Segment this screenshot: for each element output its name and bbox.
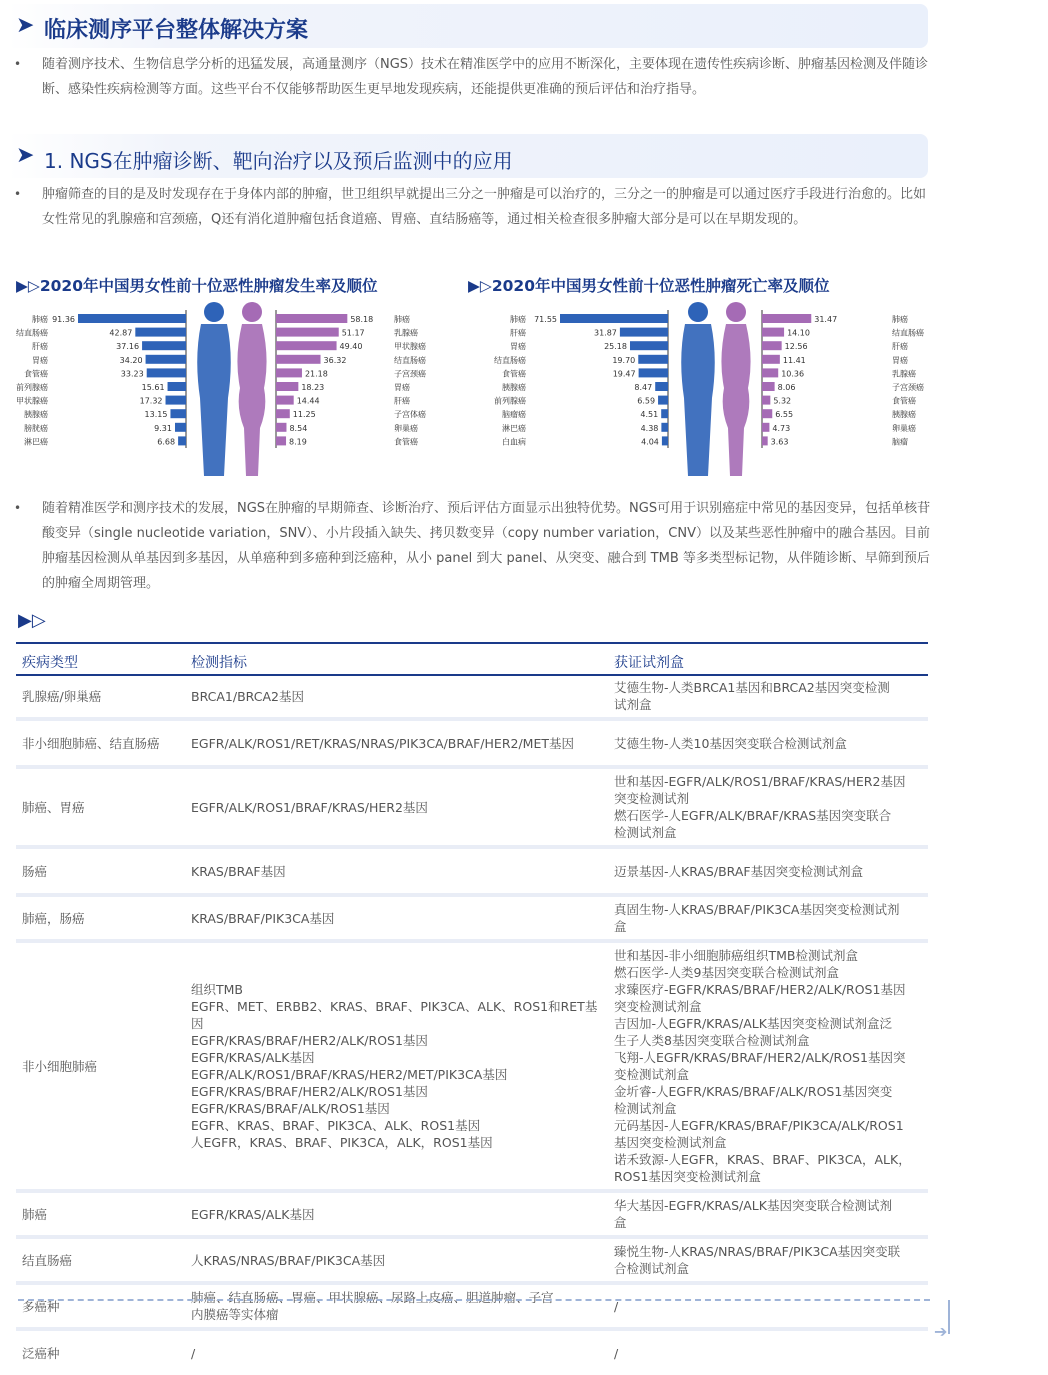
kit-line: 燃石医学-人EGFR/ALK/BRAF/KRAS基因突变联合 bbox=[614, 808, 892, 823]
female-value-label: 14.10 bbox=[787, 328, 810, 338]
male-value-label: 4.51 bbox=[640, 410, 659, 420]
bullet-dot: • bbox=[14, 187, 22, 201]
kit-table bbox=[16, 642, 928, 1375]
female-category-label: 肝癌 bbox=[394, 396, 410, 406]
markers-cell bbox=[185, 675, 608, 717]
female-value-label: 10.36 bbox=[781, 369, 805, 379]
disease-cell: 乳腺癌/卵巢癌 bbox=[16, 675, 185, 717]
kits-cell bbox=[608, 850, 928, 893]
kit-line: 臻悦生物-人KRAS/NRAS/BRAF/PIK3CA基因突变联 bbox=[614, 1244, 901, 1259]
table-row bbox=[16, 675, 928, 717]
marker-line: EGFR/KRAS/ALK基因 bbox=[191, 1050, 315, 1065]
section-header-2 bbox=[8, 134, 928, 178]
marker-line: / bbox=[191, 1345, 196, 1361]
female-bar bbox=[762, 382, 775, 391]
kits-cell bbox=[608, 898, 928, 939]
female-value-label: 6.55 bbox=[775, 410, 794, 420]
marker-line: 组织TMB bbox=[191, 982, 243, 997]
kit-line: 诺禾致源-人EGFR，KRAS、BRAF、PIK3CA，ALK， bbox=[614, 1152, 911, 1167]
kit-line: 求臻医疗-EGFR/KRAS/BRAF/HER2/ALK/ROS1基因 bbox=[614, 982, 906, 997]
kit-line: 燃石医学-人类9基因突变联合检测试剂盒 bbox=[614, 965, 839, 980]
table-row bbox=[16, 1194, 928, 1235]
female-value-label: 18.23 bbox=[301, 383, 325, 392]
corner-arrow-icon: ➔ bbox=[934, 1322, 948, 1341]
col-header-markers: 检测指标 bbox=[185, 643, 608, 675]
section2-paragraph-2: 随着精准医学和测序技术的发展，NGS在肿瘤的早期筛查、诊断治疗、预后评估方面显示出独特优势。NGS可用于识别癌症中常见的基因变异，包括单核苷酸变异（single nucleotide variation，SNV）、小片段插入缺失、拷贝数变异（copy number variation，CNV）以及某些恶性肿瘤中的融合基因。目前肿瘤基因检测从单基因到多基因，从单癌种到多癌种到泛癌种，从小 panel 到大 panel、从突变、融合到 TMB 等多类型标记物，从伴随诊断、早筛到预后的肿瘤全周期管理。 bbox=[42, 501, 931, 591]
male-category-label: 淋巴癌 bbox=[502, 423, 526, 433]
female-bar bbox=[762, 436, 768, 445]
male-value-label: 34.20 bbox=[119, 355, 143, 365]
kits-cell bbox=[608, 944, 928, 1189]
markers-cell bbox=[185, 1332, 608, 1375]
marker-line: 人KRAS/NRAS/BRAF/PIK3CA基因 bbox=[191, 1252, 386, 1268]
kit-line: 飞翔-人EGFR/KRAS/BRAF/HER2/ALK/ROS1基因突 bbox=[614, 1050, 906, 1065]
female-category-label: 卵巢癌 bbox=[394, 423, 418, 433]
male-value-label: 33.23 bbox=[120, 369, 144, 379]
female-category-label: 结直肠癌 bbox=[892, 328, 924, 338]
markers-cell bbox=[185, 850, 608, 893]
male-category-label: 膀胱癌 bbox=[24, 423, 48, 433]
male-bar bbox=[661, 423, 668, 432]
female-bar bbox=[276, 423, 286, 432]
male-bar bbox=[658, 396, 668, 405]
marker-line: EGFR、KRAS、BRAF、PIK3CA、ALK、ROS1基因 bbox=[191, 1118, 481, 1133]
marker-line: 肺癌、结直肠癌、胃癌、甲状腺癌、尿路上皮癌、胆道肿瘤、子宫 bbox=[191, 1290, 554, 1305]
male-figure-body bbox=[681, 324, 715, 476]
female-figure-head bbox=[242, 302, 262, 322]
female-bar bbox=[762, 368, 778, 377]
female-bar bbox=[276, 436, 286, 445]
arrow-icon: ➤ bbox=[16, 143, 35, 168]
female-category-label: 子宫颈癌 bbox=[892, 383, 924, 392]
disease-cell: 多癌种 bbox=[16, 1286, 185, 1327]
kits-cell bbox=[608, 770, 928, 845]
male-bar bbox=[630, 341, 668, 350]
female-value-label: 3.63 bbox=[770, 437, 789, 447]
kit-line: 盒 bbox=[614, 1215, 627, 1230]
male-bar bbox=[662, 436, 668, 445]
kit-line: / bbox=[614, 1345, 619, 1361]
female-bar bbox=[276, 396, 294, 405]
male-bar bbox=[620, 328, 668, 337]
male-category-label: 脑瘤癌 bbox=[502, 410, 526, 420]
female-value-label: 5.32 bbox=[773, 396, 792, 406]
markers-cell bbox=[185, 1240, 608, 1281]
kits-cell bbox=[608, 1240, 928, 1281]
male-category-label: 食管癌 bbox=[502, 369, 526, 379]
male-bar bbox=[135, 328, 186, 337]
male-value-label: 8.47 bbox=[634, 383, 653, 392]
markers-cell bbox=[185, 944, 608, 1189]
table-row bbox=[16, 1240, 928, 1281]
section-header-1 bbox=[8, 4, 928, 48]
female-category-label: 胃癌 bbox=[394, 383, 410, 392]
male-value-label: 6.59 bbox=[637, 396, 656, 406]
disease-cell: 肠癌 bbox=[16, 850, 185, 893]
male-figure-head bbox=[688, 302, 708, 322]
markers-cell bbox=[185, 770, 608, 845]
male-category-label: 前列腺癌 bbox=[494, 396, 526, 406]
male-bar bbox=[146, 355, 186, 364]
female-bar bbox=[762, 423, 769, 432]
female-bar bbox=[762, 328, 784, 337]
kits-cell bbox=[608, 675, 928, 717]
female-bar bbox=[276, 355, 321, 364]
female-bar bbox=[762, 355, 780, 364]
male-value-label: 31.87 bbox=[593, 328, 617, 338]
male-value-label: 4.38 bbox=[640, 423, 659, 433]
female-value-label: 8.54 bbox=[289, 423, 308, 433]
male-category-label: 甲状腺癌 bbox=[16, 396, 48, 406]
female-category-label: 胰腺癌 bbox=[892, 410, 916, 420]
female-value-label: 36.32 bbox=[323, 355, 347, 365]
markers-cell bbox=[185, 1194, 608, 1235]
incidence-chart bbox=[10, 298, 450, 488]
kit-line: 真固生物-人KRAS/BRAF/PIK3CA基因突变检测试剂 bbox=[614, 902, 900, 917]
col-header-kits: 获证试剂盒 bbox=[608, 643, 928, 675]
disease-cell: 肺癌，肠癌 bbox=[16, 898, 185, 939]
female-category-label: 胃癌 bbox=[892, 355, 908, 365]
kit-line: 检测试剂盒 bbox=[614, 825, 677, 840]
female-bar bbox=[276, 409, 290, 418]
table-row bbox=[16, 1332, 928, 1375]
female-value-label: 14.44 bbox=[296, 396, 320, 406]
male-value-label: 91.36 bbox=[52, 315, 75, 324]
female-value-label: 21.18 bbox=[304, 369, 328, 379]
female-category-label: 食管癌 bbox=[394, 437, 418, 447]
male-category-label: 肺癌 bbox=[510, 315, 526, 324]
kit-line: 金圻睿-人EGFR/KRAS/BRAF/ALK/ROS1基因突变 bbox=[614, 1084, 893, 1099]
marker-line: 内膜癌等实体瘤 bbox=[191, 1307, 279, 1322]
table-title: ▶▷ bbox=[18, 610, 46, 631]
female-value-label: 8.06 bbox=[777, 383, 796, 392]
marker-line: EGFR/KRAS/BRAF/HER2/ALK/ROS1基因 bbox=[191, 1084, 428, 1099]
male-bar bbox=[661, 409, 668, 418]
female-value-label: 11.41 bbox=[782, 355, 806, 365]
kit-line: ROS1基因突变检测试剂盒 bbox=[614, 1169, 761, 1184]
markers-cell bbox=[185, 898, 608, 939]
kit-line: 基因突变检测试剂盒 bbox=[614, 1135, 727, 1150]
female-category-label: 肺癌 bbox=[394, 315, 410, 324]
marker-line: EGFR/KRAS/BRAF/ALK/ROS1基因 bbox=[191, 1101, 390, 1116]
female-value-label: 58.18 bbox=[350, 315, 374, 324]
male-bar bbox=[560, 314, 668, 323]
male-bar bbox=[142, 341, 186, 350]
female-category-label: 子宫颈癌 bbox=[394, 369, 426, 379]
section-title-1: 临床测序平台整体解决方案 bbox=[44, 18, 309, 43]
female-bar bbox=[762, 409, 772, 418]
chart-title-incidence: ▶▷2020年中国男女性前十位恶性肿瘤发生率及顺位 bbox=[16, 277, 378, 295]
kit-line: 吉因加-人EGFR/KRAS/ALK基因突变检测试剂盒泛 bbox=[614, 1016, 892, 1031]
male-category-label: 肝癌 bbox=[32, 342, 48, 352]
female-bar bbox=[276, 368, 302, 377]
female-category-label: 乳腺癌 bbox=[394, 328, 418, 338]
male-category-label: 淋巴癌 bbox=[24, 437, 48, 447]
female-category-label: 子宫体癌 bbox=[394, 410, 426, 420]
kit-line: 合检测试剂盒 bbox=[614, 1261, 690, 1276]
disease-cell: 肺癌、胃癌 bbox=[16, 770, 185, 845]
male-bar bbox=[639, 368, 668, 377]
marker-line: EGFR/ALK/ROS1/BRAF/KRAS/HER2/MET/PIK3CA基因 bbox=[191, 1067, 508, 1082]
male-bar bbox=[175, 423, 186, 432]
male-category-label: 前列腺癌 bbox=[16, 383, 48, 392]
male-category-label: 白血病 bbox=[502, 437, 526, 447]
male-bar bbox=[166, 396, 186, 405]
markers-cell bbox=[185, 1286, 608, 1327]
section2-paragraph: 肿瘤筛查的目的是及时发现存在于身体内部的肿瘤，世卫组织早就提出三分之一肿瘤是可以治疗的，三分之一的肿瘤是可以通过医疗手段进行治愈的。比如女性常见的乳腺癌和宫颈癌，Q还有消化道肿瘤包括食道癌、胃癌、直结肠癌等，通过相关检查很多肿瘤大部分是可以在早期发现的。 bbox=[42, 187, 927, 227]
marker-line: EGFR/KRAS/BRAF/HER2/ALK/ROS1基因 bbox=[191, 1033, 428, 1048]
marker-line: EGFR/ALK/ROS1/BRAF/KRAS/HER2基因 bbox=[191, 799, 428, 815]
kit-line: 突变检测试剂 bbox=[614, 791, 690, 806]
kit-line: 试剂盒 bbox=[614, 697, 652, 712]
female-category-label: 乳腺癌 bbox=[892, 369, 916, 379]
female-value-label: 11.25 bbox=[292, 410, 316, 420]
section1-paragraph: 随着测序技术、生物信息学分析的迅猛发展，高通量测序（NGS）技术在精准医学中的应用不断深化，主要体现在遗传性疾病诊断、肿瘤基因检测及伴随诊断、感染性疾病检测等方面。这些平台不仅能够帮助医生更早地发现疾病，还能提供更准确的预后评估和治疗指导。 bbox=[42, 57, 929, 97]
female-value-label: 31.47 bbox=[814, 315, 838, 324]
kit-line: 变检测试剂盒 bbox=[614, 1067, 690, 1082]
marker-line: 人EGFR，KRAS、BRAF、PIK3CA，ALK，ROS1基因 bbox=[191, 1135, 493, 1150]
table-row bbox=[16, 944, 928, 1189]
table-row bbox=[16, 722, 928, 765]
table-row bbox=[16, 898, 928, 939]
mortality-chart bbox=[492, 298, 942, 488]
male-bar bbox=[147, 368, 186, 377]
female-value-label: 51.17 bbox=[341, 328, 365, 338]
female-bar bbox=[276, 382, 298, 391]
col-header-disease: 疾病类型 bbox=[16, 643, 185, 675]
kits-cell bbox=[608, 1286, 928, 1327]
male-bar bbox=[168, 382, 186, 391]
male-category-label: 胰腺癌 bbox=[24, 410, 48, 420]
disease-cell: 泛癌种 bbox=[16, 1332, 185, 1375]
marker-line: KRAS/BRAF/PIK3CA基因 bbox=[191, 910, 335, 926]
male-bar bbox=[170, 409, 186, 418]
kit-line: 世和基因-EGFR/ALK/ROS1/BRAF/KRAS/HER2基因 bbox=[614, 774, 906, 789]
male-category-label: 结直肠癌 bbox=[16, 328, 48, 338]
bullet-dot: • bbox=[14, 57, 22, 71]
table-row bbox=[16, 1286, 928, 1327]
female-bar bbox=[762, 341, 782, 350]
kit-line: 盒 bbox=[614, 919, 627, 934]
female-bar bbox=[276, 328, 339, 337]
male-bar bbox=[78, 314, 186, 323]
male-category-label: 结直肠癌 bbox=[494, 355, 526, 365]
female-category-label: 食管癌 bbox=[892, 396, 916, 406]
male-bar bbox=[638, 355, 668, 364]
marker-line: KRAS/BRAF基因 bbox=[191, 863, 286, 879]
marker-line: EGFR/KRAS/ALK基因 bbox=[191, 1206, 315, 1222]
kit-line: 迈景基因-人KRAS/BRAF基因突变检测试剂盒 bbox=[614, 863, 864, 879]
male-value-label: 17.32 bbox=[139, 396, 163, 406]
bullet-dot: • bbox=[14, 501, 22, 515]
bottom-divider bbox=[18, 1299, 930, 1301]
male-category-label: 食管癌 bbox=[24, 369, 48, 379]
female-category-label: 卵巢癌 bbox=[892, 423, 916, 433]
chart-title-mortality: ▶▷2020年中国男女性前十位恶性肿瘤死亡率及顺位 bbox=[468, 277, 830, 295]
marker-line: EGFR、MET、ERBB2、KRAS、BRAF、PIK3CA、ALK、ROS1和RET基 bbox=[191, 999, 598, 1014]
male-value-label: 42.87 bbox=[109, 328, 133, 338]
female-value-label: 49.40 bbox=[339, 342, 363, 352]
kit-line: 华大基因-EGFR/KRAS/ALK基因突变联合检测试剂 bbox=[614, 1198, 892, 1213]
markers-cell bbox=[185, 722, 608, 765]
male-value-label: 71.55 bbox=[534, 315, 557, 324]
kit-line: / bbox=[614, 1298, 619, 1314]
female-figure-head bbox=[726, 302, 746, 322]
male-category-label: 胰腺癌 bbox=[502, 383, 526, 392]
male-value-label: 19.47 bbox=[612, 369, 636, 379]
disease-cell: 结直肠癌 bbox=[16, 1240, 185, 1281]
female-category-label: 肝癌 bbox=[892, 342, 908, 352]
female-figure-body bbox=[237, 324, 266, 476]
kits-cell bbox=[608, 1332, 928, 1375]
male-value-label: 25.18 bbox=[604, 342, 627, 352]
male-value-label: 13.15 bbox=[144, 410, 168, 420]
kit-line: 生子人类8基因突变联合检测试剂盒 bbox=[614, 1033, 810, 1048]
female-category-label: 结直肠癌 bbox=[394, 355, 426, 365]
female-value-label: 8.19 bbox=[289, 437, 307, 447]
kits-cell bbox=[608, 722, 928, 765]
male-value-label: 6.68 bbox=[157, 437, 176, 447]
table-row bbox=[16, 770, 928, 845]
male-value-label: 19.70 bbox=[612, 355, 636, 365]
male-category-label: 肺癌 bbox=[32, 315, 48, 324]
male-category-label: 胃癌 bbox=[32, 355, 48, 365]
arrow-icon: ➤ bbox=[16, 13, 35, 38]
kit-line: 元码基因-人EGFR/KRAS/BRAF/PIK3CA/ALK/ROS1 bbox=[614, 1118, 904, 1133]
female-figure-body bbox=[721, 324, 750, 476]
female-category-label: 甲状腺癌 bbox=[394, 342, 426, 352]
female-category-label: 肺癌 bbox=[892, 315, 908, 324]
kit-line: 突变检测试剂盒 bbox=[614, 999, 702, 1014]
section-title-2: 1. NGS在肿瘤诊断、靶向治疗以及预后监测中的应用 bbox=[44, 149, 513, 173]
kits-cell bbox=[608, 1194, 928, 1235]
table-row bbox=[16, 850, 928, 893]
male-value-label: 37.16 bbox=[116, 342, 140, 352]
male-value-label: 15.61 bbox=[141, 383, 165, 392]
female-value-label: 12.56 bbox=[784, 342, 808, 352]
male-value-label: 9.31 bbox=[154, 423, 172, 433]
male-figure-body bbox=[197, 324, 231, 476]
female-bar bbox=[276, 341, 337, 350]
kit-line: 世和基因-非小细胞肺癌组织TMB检测试剂盒 bbox=[614, 948, 859, 963]
male-category-label: 胃癌 bbox=[510, 342, 526, 352]
disease-cell: 非小细胞肺癌、结直肠癌 bbox=[16, 722, 185, 765]
kit-line: 艾德生物-人类BRCA1基因和BRCA2基因突变检测 bbox=[614, 680, 890, 695]
marker-line: EGFR/ALK/ROS1/RET/KRAS/NRAS/PIK3CA/BRAF/HER2/MET基因 bbox=[191, 735, 574, 751]
female-bar bbox=[762, 314, 811, 323]
male-bar bbox=[178, 436, 186, 445]
female-bar bbox=[276, 314, 347, 323]
female-category-label: 脑瘤 bbox=[892, 437, 908, 447]
disease-cell: 非小细胞肺癌 bbox=[16, 944, 185, 1189]
kit-line: 检测试剂盒 bbox=[614, 1101, 677, 1116]
male-category-label: 肝癌 bbox=[510, 328, 526, 338]
marker-line: 因 bbox=[191, 1016, 204, 1031]
male-value-label: 4.04 bbox=[641, 437, 659, 447]
female-value-label: 4.73 bbox=[772, 423, 791, 433]
female-bar bbox=[762, 396, 770, 405]
male-figure-head bbox=[204, 302, 224, 322]
male-bar bbox=[655, 382, 668, 391]
kit-line: 艾德生物-人类10基因突变联合检测试剂盒 bbox=[614, 735, 847, 751]
marker-line: BRCA1/BRCA2基因 bbox=[191, 688, 304, 704]
disease-cell: 肺癌 bbox=[16, 1194, 185, 1235]
